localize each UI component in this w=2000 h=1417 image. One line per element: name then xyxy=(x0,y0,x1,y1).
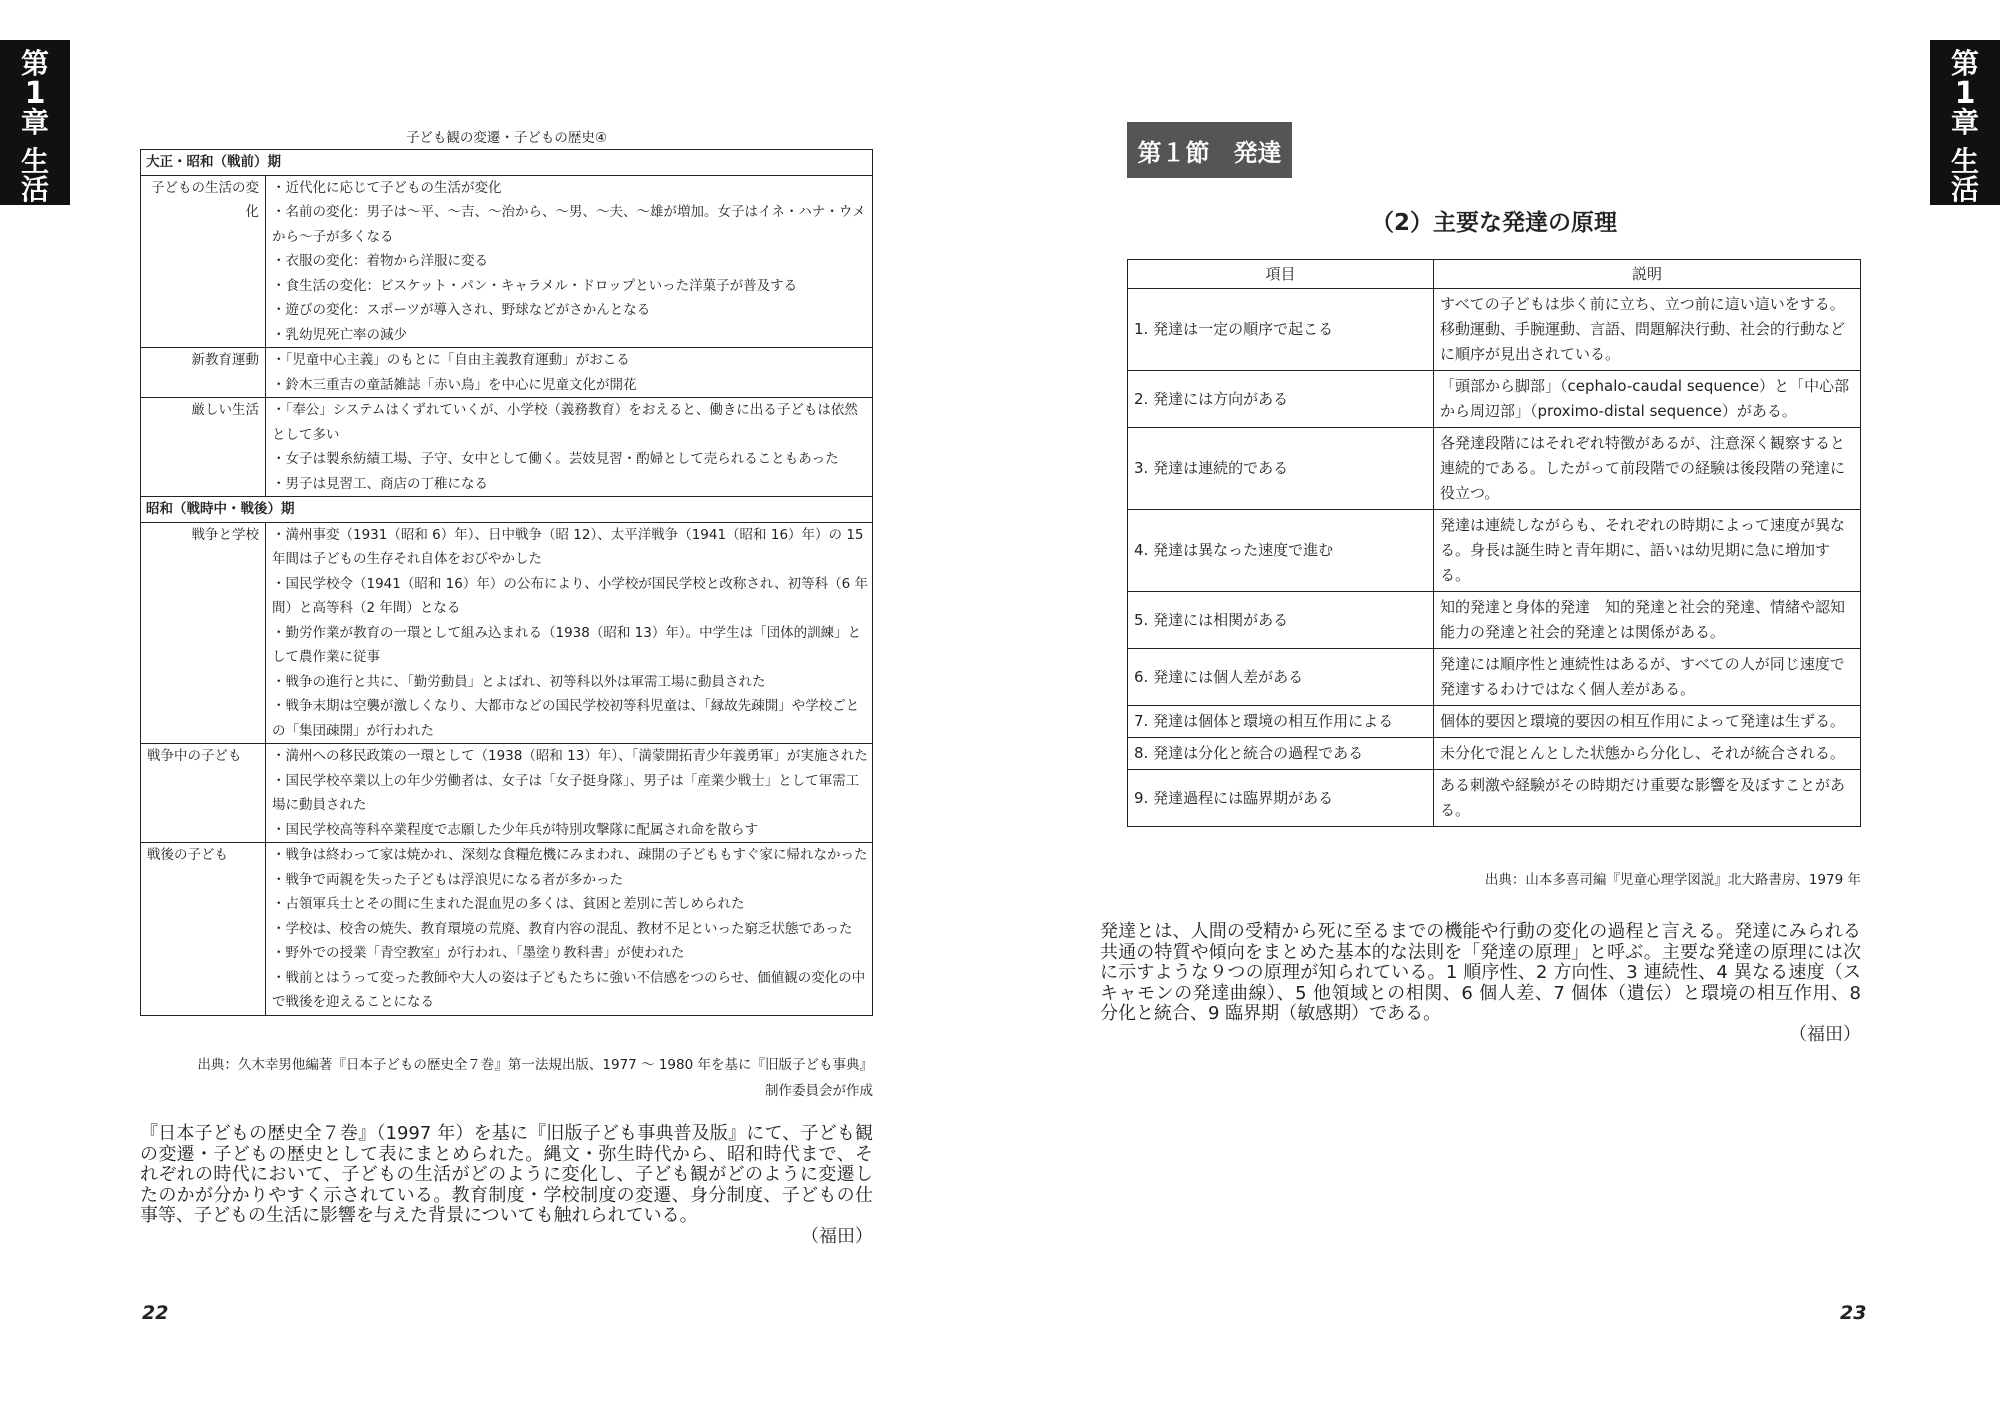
list-item: ・衣服の変化：着物から洋服に変る xyxy=(272,253,488,269)
chapter-tab-right xyxy=(1930,40,2000,205)
principle-item: 4. 発達は異なった速度で進む xyxy=(1128,510,1434,592)
principle-item: 2. 発達には方向がある xyxy=(1128,371,1434,428)
principle-item: 6. 発達には個人差がある xyxy=(1128,649,1434,706)
principle-description: 各発達段階にはそれぞれ特徴があるが、注意深く観察すると連続的である。したがって前段階での経験は後段階の発達に役立つ。 xyxy=(1434,428,1861,510)
list-item: ・「奉公」システムはくずれていくが、小学校（義務教育）をおえると、働きに出る子どもは依然として多い xyxy=(272,402,858,443)
list-item: ・女子は製糸紡績工場、子守、女中として働く。芸妓見習・酌婦として売られることもあった xyxy=(272,451,839,467)
principle-description: 「頭部から脚部」（cephalo-caudal sequence）と「中心部から周辺部」（proximo-distal sequence）がある。 xyxy=(1434,371,1861,428)
category-cell: 戦後の子ども xyxy=(141,843,266,1016)
table-header-row xyxy=(1128,260,1861,289)
table-source xyxy=(140,1052,873,1104)
column-header-desc: 説明 xyxy=(1434,260,1861,289)
list-item: ・乳幼児死亡率の減少 xyxy=(272,326,407,343)
chapter-number: 1 xyxy=(1954,75,1976,111)
list-item: ・野外での授業「青空教室」が行われ、「墨塗り教科書」が使われた xyxy=(272,945,685,961)
era-header-row xyxy=(141,497,873,523)
list-item: ・戦争の進行と共に、「勤労動員」とよばれ、初等科以外は軍需工場に動員された xyxy=(272,673,766,690)
items-cell xyxy=(266,522,873,744)
table-source: 出典：山本多喜司編『児童心理学図説』北大路書房、1979 年 xyxy=(1484,872,1861,888)
list-item: ・近代化に応じて子どもの生活が変化 xyxy=(272,179,502,196)
items-cell xyxy=(266,348,873,398)
column-header-item: 項目 xyxy=(1128,260,1434,289)
table-row xyxy=(1128,770,1861,827)
table-caption: 子ども観の変遷・子どもの歴史④ xyxy=(405,130,608,146)
chapter-label: 第 xyxy=(1950,47,1979,80)
table-row xyxy=(141,348,873,398)
chapter-label: 第 xyxy=(20,47,49,80)
paragraph-text: 『日本子どもの歴史全７巻』（1997 年）を基に『旧版子ども事典普及版』にて、子ども観の変遷・子どもの歴史として表にまとめられた。縄文・弥生時代から、昭和時代まで、それぞれの時代において、子どもの生活がどのように変化し、子ども観がどのように変遷したのかが分かりやすく示されている。教育制度・学校制度の変遷、身分制度、子どもの仕事等、子どもの生活に影響を与えた背景についても触れられている。 xyxy=(140,1123,873,1226)
chapter-number: 1 xyxy=(24,75,46,111)
list-item: ・戦争は終わって家は焼かれ、深刻な食糧危機にみまわれ、疎開の子どももすぐ家に帰れなかった xyxy=(272,847,868,863)
table-row xyxy=(1128,510,1861,592)
table-row xyxy=(1128,592,1861,649)
category-cell: 戦争中の子ども xyxy=(141,744,266,843)
table-row xyxy=(1128,371,1861,428)
list-item: ・国民学校卒業以上の年少労働者は、女子は「女子挺身隊」、男子は「産業少戦士」として軍需工場に動員された xyxy=(272,772,860,813)
principle-description: 知的発達と身体的発達 知的発達と社会的発達、情緒や認知能力の発達と社会的発達とは関係がある。 xyxy=(1434,592,1861,649)
principle-description: 未分化で混とんとした状態から分化し、それが統合される。 xyxy=(1434,738,1861,770)
list-item: ・占領軍兵士とその間に生まれた混血児の多くは、貧困と差別に苦しめられた xyxy=(272,896,745,912)
page-number: 23 xyxy=(1840,1302,1867,1324)
table-row xyxy=(1128,649,1861,706)
table-row xyxy=(141,398,873,497)
principle-item: 3. 発達は連続的である xyxy=(1128,428,1434,510)
source-line: 制作委員会が作成 xyxy=(765,1083,873,1099)
table-row xyxy=(141,175,873,348)
table-row xyxy=(1128,706,1861,738)
list-item: ・名前の変化：男子は〜平、〜吉、〜治から、〜男、〜夫、〜雄が増加。女子はイネ・ハナ・ウメから〜子が多くなる xyxy=(272,204,866,245)
list-item: ・国民学校高等科卒業程度で志願した少年兵が特別攻撃隊に配属され命を散らす xyxy=(272,821,758,838)
table-row xyxy=(141,843,873,1016)
principles-table xyxy=(1127,259,1861,827)
table-row xyxy=(141,744,873,843)
principle-description: 個体的要因と環境的要因の相互作用によって発達は生ずる。 xyxy=(1434,706,1861,738)
chapter-section-second: 活 xyxy=(20,173,49,207)
principle-description: 発達は連続しながらも、それぞれの時期によって速度が異なる。身長は誕生時と青年期に、語いは幼児期に急に増加する。 xyxy=(1434,510,1861,592)
era-header-row xyxy=(141,150,873,176)
principle-item: 8. 発達は分化と統合の過程である xyxy=(1128,738,1434,770)
category-cell: 厳しい生活 xyxy=(141,398,266,497)
list-item: ・鈴木三重吉の童話雑誌「赤い鳥」を中心に児童文化が開花 xyxy=(272,376,637,393)
chapter-section-first: 生 xyxy=(20,144,49,178)
era-title: 昭和（戦時中・戦後）期 xyxy=(141,497,873,523)
chapter-tab-left xyxy=(0,40,70,205)
items-cell xyxy=(266,175,873,348)
list-item: ・満州事変（1931（昭和 6）年）、日中戦争（昭 12）、太平洋戦争（1941（昭和 16）年）の 15 年間は子どもの生存それ自体をおびやかした xyxy=(272,526,864,567)
list-item: ・戦前とはうって変った教師や大人の姿は子どもたちに強い不信感をつのらせ、価値観の変化の中で戦後を迎えることになる xyxy=(272,969,866,1010)
category-cell: 新教育運動 xyxy=(141,348,266,398)
principle-description: 発達には順序性と連続性はあるが、すべての人が同じ速度で発達するわけではなく個人差がある。 xyxy=(1434,649,1861,706)
subsection-heading: （2）主要な発達の原理 xyxy=(1370,210,1617,236)
chapter-section-first: 生 xyxy=(1950,144,1979,178)
list-item: ・戦争末期は空襲が激しくなり、大都市などの国民学校初等科児童は、「縁故先疎開」や学校ごとの「集団疎開」が行われた xyxy=(272,698,860,739)
source-line: 出典：久木幸男他編著『日本子どもの歴史全７巻』第一法規出版、1977 〜 1980 年を基に『旧版子ども事典』 xyxy=(197,1057,873,1073)
principle-item: 9. 発達過程には臨界期がある xyxy=(1128,770,1434,827)
category-cell: 子どもの生活の変化 xyxy=(141,175,266,348)
body-paragraph xyxy=(1100,922,1861,1045)
list-item: ・遊びの変化：スポーツが導入され、野球などがさかんとなる xyxy=(272,302,651,318)
table-row xyxy=(1128,289,1861,371)
page-number: 22 xyxy=(142,1302,169,1324)
category-cell: 戦争と学校 xyxy=(141,522,266,744)
body-paragraph xyxy=(140,1124,873,1247)
list-item: ・学校は、校舎の焼失、教育環境の荒廃、教育内容の混乱、教材不足といった窮乏状態であった xyxy=(272,920,853,937)
author-signature: （福田） xyxy=(1789,1023,1861,1045)
items-cell xyxy=(266,843,873,1016)
author-signature: （福田） xyxy=(801,1225,873,1247)
chapter-suffix: 章 xyxy=(1950,106,1979,140)
list-item: ・勤労作業が教育の一環として組み込まれる（1938（昭和 13）年）。中学生は「団体的訓練」として農作業に従事 xyxy=(272,624,862,665)
list-item: ・国民学校令（1941（昭和 16）年）の公布により、小学校が国民学校と改称され、初等科（6 年間）と高等科（2 年間）となる xyxy=(272,575,869,616)
list-item: ・食生活の変化：ビスケット・パン・キャラメル・ドロップといった洋菓子が普及する xyxy=(272,277,798,294)
list-item: ・男子は見習工、商店の丁稚になる xyxy=(272,475,488,492)
table-row xyxy=(141,522,873,744)
list-item: ・「児童中心主義」のもとに「自由主義教育運動」がおこる xyxy=(272,352,630,368)
table-row xyxy=(1128,738,1861,770)
principle-item: 7. 発達は個体と環境の相互作用による xyxy=(1128,706,1434,738)
chapter-section-second: 活 xyxy=(1950,173,1979,207)
items-cell xyxy=(266,744,873,843)
chapter-suffix: 章 xyxy=(20,106,49,140)
era-title: 大正・昭和（戦前）期 xyxy=(141,150,873,176)
paragraph-text: 発達とは、人間の受精から死に至るまでの機能や行動の変化の過程と言える。発達にみられる共通の特質や傾向をまとめた基本的な法則を「発達の原理」と呼ぶ。主要な発達の原理には次に示すような９つの原理が知られている。1 順序性、2 方向性、3 連続性、4 異なる速度（スキャモンの発達曲線）、5 他領域との相関、6 個人差、7 個体（遺伝）と環境の相互作用、8 分化と統合、9 臨界期（敏感期）である。 xyxy=(1100,921,1861,1024)
history-table xyxy=(140,149,873,1016)
items-cell xyxy=(266,398,873,497)
section-title: 第１節 発達 xyxy=(1127,122,1292,178)
list-item: ・満州への移民政策の一環として（1938（昭和 13）年）、「満蒙開拓青少年義勇軍」が実施された xyxy=(272,748,868,764)
list-item: ・戦争で両親を失った子どもは浮浪児になる者が多かった xyxy=(272,871,623,888)
principle-item: 1. 発達は一定の順序で起こる xyxy=(1128,289,1434,371)
principle-description: ある刺激や経験がその時期だけ重要な影響を及ぼすことがある。 xyxy=(1434,770,1861,827)
principle-item: 5. 発達には相関がある xyxy=(1128,592,1434,649)
principle-description: すべての子どもは歩く前に立ち、立つ前に這い這いをする。移動運動、手腕運動、言語、問題解決行動、社会的行動などに順序が見出されている。 xyxy=(1434,289,1861,371)
table-row xyxy=(1128,428,1861,510)
